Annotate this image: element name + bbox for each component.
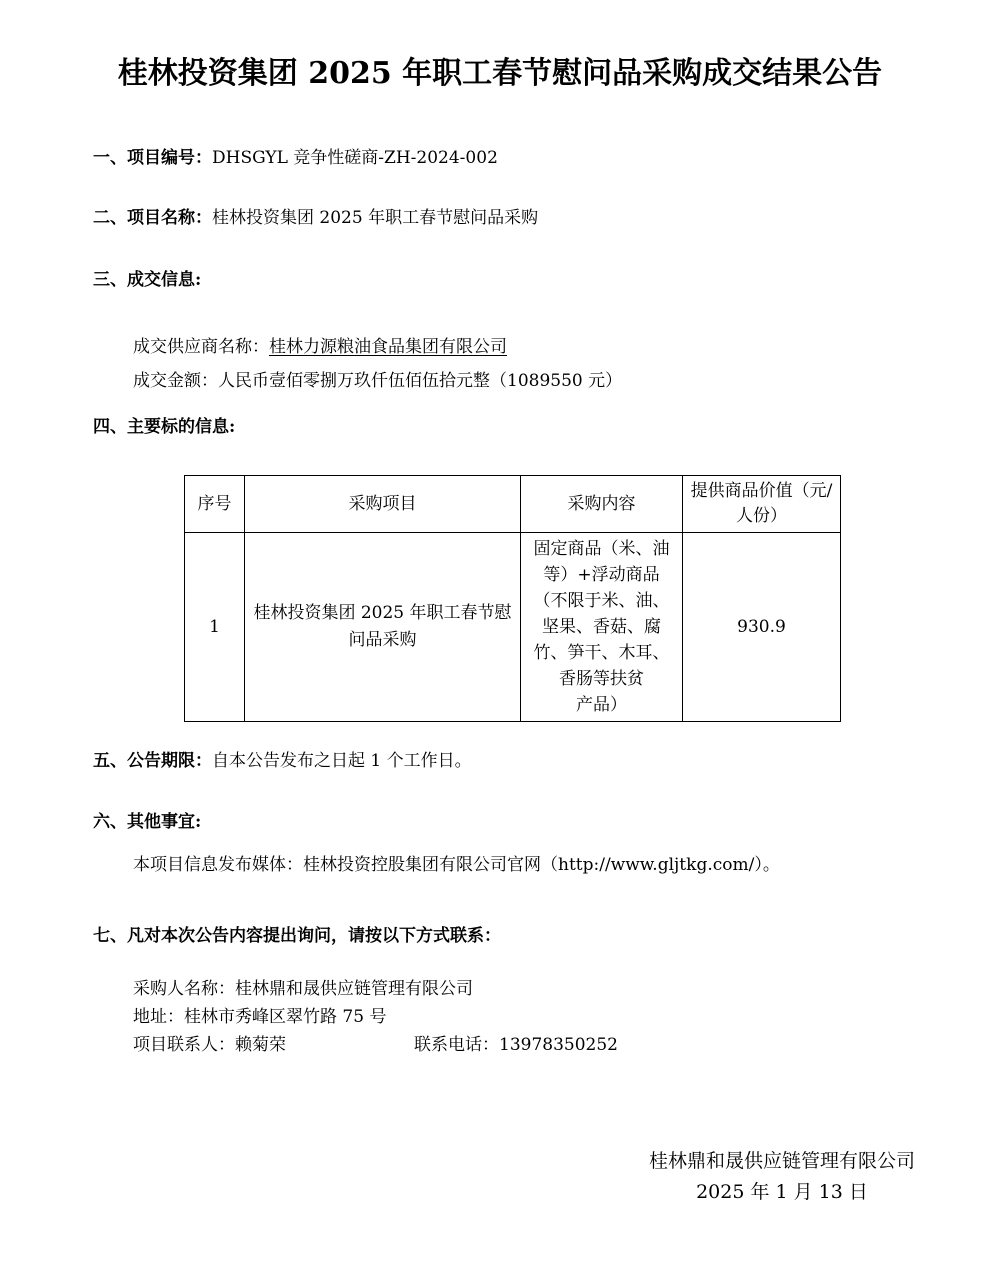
page-title: 桂林投资集团 2025 年职工春节慰问品采购成交结果公告 bbox=[117, 56, 883, 91]
amount-value: 人民币壹佰零捌万玖仟伍佰伍拾元整（1089550 元） bbox=[218, 371, 623, 391]
amount-label: 成交金额： bbox=[133, 371, 218, 391]
procurement-content-last: 产品） bbox=[576, 695, 627, 715]
address-line: 地址：桂林市秀峰区翠竹路 75 号 bbox=[133, 1007, 387, 1027]
section-contact-heading: 七、凡对本次公告内容提出询问，请按以下方式联系： bbox=[93, 926, 501, 946]
contact-block bbox=[133, 975, 910, 1059]
cell-goods-value: 930.9 bbox=[683, 533, 841, 722]
cell-procurement-content bbox=[521, 533, 683, 722]
header-goods-value: 提供商品价值（元/人份） bbox=[683, 476, 841, 533]
contact-phone: 联系电话：13978350252 bbox=[414, 1035, 618, 1055]
footer-signature bbox=[649, 1146, 915, 1208]
media-line: 本项目信息发布媒体：桂林投资控股集团有限公司官网（http://www.gljtkg.com/）。 bbox=[133, 855, 780, 875]
project-number-label: 一、项目编号： bbox=[93, 148, 212, 168]
section-other-matters-heading: 六、其他事宜: bbox=[93, 812, 202, 832]
procurement-content-main: 固定商品（米、油等）+浮动商品（不限于米、油、坚果、香菇、腐竹、笋干、木耳、香肠等扶贫 bbox=[533, 539, 670, 689]
purchaser-line: 采购人名称：桂林鼎和晟供应链管理有限公司 bbox=[133, 979, 473, 999]
supplier-name: 桂林力源粮油食品集团有限公司 bbox=[269, 337, 507, 357]
footer-company: 桂林鼎和晟供应链管理有限公司 bbox=[648, 1150, 915, 1172]
project-name-value: 桂林投资集团 2025 年职工春节慰问品采购 bbox=[212, 208, 539, 228]
supplier-label: 成交供应商名称： bbox=[133, 337, 269, 357]
award-info-block bbox=[133, 330, 910, 398]
section-award-info-heading: 三、成交信息: bbox=[93, 270, 202, 290]
contact-person: 项目联系人：赖菊荣 bbox=[133, 1035, 286, 1055]
amount-line bbox=[133, 364, 910, 398]
bid-items-table bbox=[184, 475, 841, 722]
project-number-value: DHSGYL 竞争性磋商-ZH-2024-002 bbox=[212, 148, 498, 168]
cell-procurement-item: 桂林投资集团 2025 年职工春节慰问品采购 bbox=[245, 533, 521, 722]
header-serial-no: 序号 bbox=[185, 476, 245, 533]
header-procurement-item: 采购项目 bbox=[245, 476, 521, 533]
table-header-row bbox=[185, 476, 841, 533]
section-announcement-period bbox=[93, 750, 910, 772]
section-main-bid-heading: 四、主要标的信息: bbox=[93, 417, 236, 437]
project-name-label: 二、项目名称： bbox=[93, 208, 212, 228]
header-procurement-content: 采购内容 bbox=[521, 476, 683, 533]
cell-serial-no: 1 bbox=[185, 533, 245, 722]
announcement-period-label: 五、公告期限： bbox=[93, 751, 212, 771]
announcement-period-value: 自本公告发布之日起 1 个工作日。 bbox=[212, 751, 472, 771]
contact-person-line bbox=[133, 1031, 910, 1059]
footer-date: 2025 年 1 月 13 日 bbox=[696, 1181, 868, 1203]
section-project-number bbox=[93, 147, 910, 169]
supplier-line bbox=[133, 330, 910, 364]
table-row bbox=[185, 533, 841, 722]
section-project-name bbox=[93, 207, 910, 229]
